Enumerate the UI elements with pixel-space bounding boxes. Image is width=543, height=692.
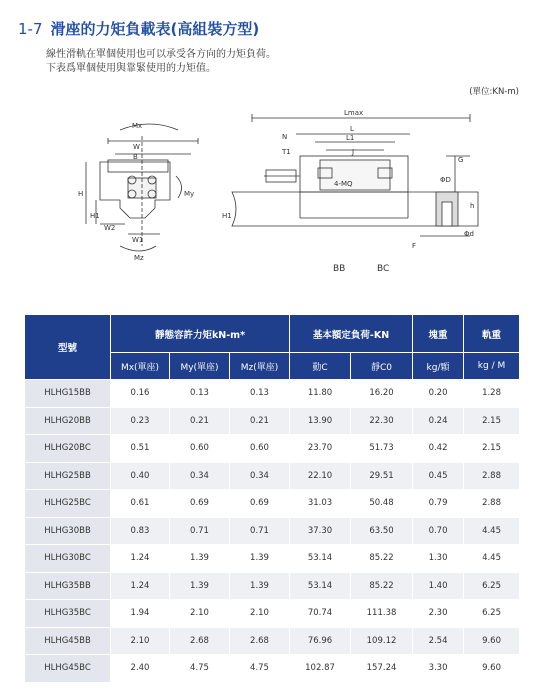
cell: 6.25 <box>464 572 520 600</box>
table-row <box>25 435 520 463</box>
cell: 0.61 <box>111 490 170 518</box>
label-f: F <box>412 242 417 250</box>
table-header-row <box>25 315 520 353</box>
cell: 11.80 <box>290 380 351 408</box>
description-line-1: 線性滑軌在單個使用也可以承受各方向的力矩負荷。 <box>46 49 276 60</box>
cell: 53.14 <box>290 572 351 600</box>
label-j: J <box>352 148 355 156</box>
cell: 9.60 <box>464 655 520 683</box>
subcol-kg-per-m: kg / M <box>464 353 520 380</box>
cell-model: HLHG15BB <box>25 380 111 408</box>
label-mx: Mx <box>132 122 143 130</box>
cell: 2.15 <box>464 435 520 463</box>
cell: 0.83 <box>111 517 170 545</box>
label-h-small: h <box>470 202 475 210</box>
table-row <box>25 627 520 655</box>
cell: 0.13 <box>170 380 230 408</box>
cell: 53.14 <box>290 545 351 573</box>
label-mz: Mz <box>134 254 144 262</box>
cell: 22.30 <box>351 407 413 435</box>
label-w2: W2 <box>104 224 116 232</box>
description-line-2: 下表爲單個使用與靠緊使用的力矩值。 <box>46 63 216 74</box>
label-phi-d-upper: ΦD <box>440 176 451 184</box>
table-body <box>25 380 520 683</box>
cell: 2.30 <box>413 600 464 628</box>
cell: 0.69 <box>170 490 230 518</box>
subcol-mz: Mz(單座) <box>230 353 290 380</box>
table-row <box>25 462 520 490</box>
label-h: H <box>78 190 84 198</box>
cell: 0.60 <box>230 435 290 463</box>
cell: 85.22 <box>351 545 413 573</box>
cell: 31.03 <box>290 490 351 518</box>
cell: 4.75 <box>170 655 230 683</box>
cell: 1.94 <box>111 600 170 628</box>
cell: 0.79 <box>413 490 464 518</box>
cell-model: HLHG30BB <box>25 517 111 545</box>
cell: 1.39 <box>170 572 230 600</box>
cell: 13.90 <box>290 407 351 435</box>
table-row <box>25 380 520 408</box>
cell: 4.45 <box>464 517 520 545</box>
moment-load-table <box>24 314 520 683</box>
cell-model: HLHG45BC <box>25 655 111 683</box>
label-l: L <box>350 125 354 133</box>
col-block-weight: 塊重 <box>413 315 464 353</box>
cell: 0.70 <box>413 517 464 545</box>
subcol-static-c0: 靜C0 <box>351 353 413 380</box>
table-row <box>25 655 520 683</box>
cell-model: HLHG35BB <box>25 572 111 600</box>
cell: 0.40 <box>111 462 170 490</box>
cell: 76.96 <box>290 627 351 655</box>
cell: 0.69 <box>230 490 290 518</box>
cell: 2.40 <box>111 655 170 683</box>
cell: 1.39 <box>230 572 290 600</box>
cell: 29.51 <box>351 462 413 490</box>
subcol-kg-per-block: kg/顆 <box>413 353 464 380</box>
caption-bc: BC <box>377 264 390 274</box>
cell: 0.20 <box>413 380 464 408</box>
cell: 2.88 <box>464 490 520 518</box>
section-number: 1-7 <box>18 20 43 38</box>
cell: 0.21 <box>170 407 230 435</box>
cell: 16.20 <box>351 380 413 408</box>
caption-bb: BB <box>333 264 346 274</box>
unit-note: (單位:KN-m) <box>469 87 519 97</box>
cell: 1.39 <box>170 545 230 573</box>
table-row <box>25 600 520 628</box>
cell: 22.10 <box>290 462 351 490</box>
cell: 50.48 <box>351 490 413 518</box>
cell: 109.12 <box>351 627 413 655</box>
cell: 111.38 <box>351 600 413 628</box>
cell: 23.70 <box>290 435 351 463</box>
label-w: W <box>133 143 140 151</box>
cell-model: HLHG25BB <box>25 462 111 490</box>
cell: 1.39 <box>230 545 290 573</box>
cell-model: HLHG45BB <box>25 627 111 655</box>
cell: 1.24 <box>111 545 170 573</box>
label-h1-right: H1 <box>222 212 232 220</box>
right-view-labels <box>222 109 474 250</box>
cell: 6.25 <box>464 600 520 628</box>
cell: 1.40 <box>413 572 464 600</box>
subcol-my: My(單座) <box>170 353 230 380</box>
cell: 9.60 <box>464 627 520 655</box>
label-g: G <box>458 156 464 164</box>
cell: 2.10 <box>170 600 230 628</box>
cell: 85.22 <box>351 572 413 600</box>
cell: 0.13 <box>230 380 290 408</box>
col-model: 型號 <box>25 315 111 380</box>
cell: 2.68 <box>170 627 230 655</box>
cell: 157.24 <box>351 655 413 683</box>
cell: 2.10 <box>111 627 170 655</box>
label-my: My <box>184 190 195 198</box>
cell: 0.71 <box>230 517 290 545</box>
page-title <box>18 18 259 39</box>
cell-model: HLHG25BC <box>25 490 111 518</box>
right-view <box>232 114 478 236</box>
left-view <box>86 124 198 251</box>
cell: 0.34 <box>170 462 230 490</box>
cell: 2.10 <box>230 600 290 628</box>
col-basic-load: 基本額定負荷-KN <box>290 315 413 353</box>
description <box>46 48 276 76</box>
label-t1: T1 <box>282 148 291 156</box>
cell: 1.28 <box>464 380 520 408</box>
subcol-mx: Mx(單座) <box>111 353 170 380</box>
label-b: B <box>133 153 138 161</box>
cell: 1.24 <box>111 572 170 600</box>
cell: 3.30 <box>413 655 464 683</box>
cell-model: HLHG20BC <box>25 435 111 463</box>
cell: 51.73 <box>351 435 413 463</box>
section-title: 滑座的力矩負載表(高組裝方型) <box>50 20 260 38</box>
cell: 70.74 <box>290 600 351 628</box>
cell: 0.60 <box>170 435 230 463</box>
table-row <box>25 407 520 435</box>
cell: 0.16 <box>111 380 170 408</box>
label-4mq: 4-MQ <box>334 180 353 188</box>
cell: 0.23 <box>111 407 170 435</box>
cell: 37.30 <box>290 517 351 545</box>
label-lmax: Lmax <box>344 109 364 117</box>
cell: 2.88 <box>464 462 520 490</box>
cell-model: HLHG20BB <box>25 407 111 435</box>
label-l1: L1 <box>346 134 355 142</box>
cell: 0.51 <box>111 435 170 463</box>
cell-model: HLHG30BC <box>25 545 111 573</box>
cell: 2.54 <box>413 627 464 655</box>
cell: 0.21 <box>230 407 290 435</box>
table-row <box>25 572 520 600</box>
cell: 4.45 <box>464 545 520 573</box>
cell: 1.30 <box>413 545 464 573</box>
label-h1: H1 <box>90 212 100 220</box>
col-rail-weight: 軌重 <box>464 315 520 353</box>
table-row <box>25 490 520 518</box>
cell: 4.75 <box>230 655 290 683</box>
table-row <box>25 545 520 573</box>
table-row <box>25 517 520 545</box>
col-static-moment: 靜態容許力矩kN-m* <box>111 315 290 353</box>
label-phi-d-lower: Φd <box>464 230 474 238</box>
cell: 63.50 <box>351 517 413 545</box>
cell: 0.42 <box>413 435 464 463</box>
subcol-dynamic-c: 動C <box>290 353 351 380</box>
cell: 0.45 <box>413 462 464 490</box>
cell: 2.15 <box>464 407 520 435</box>
cell: 2.68 <box>230 627 290 655</box>
cell: 0.34 <box>230 462 290 490</box>
label-n: N <box>282 133 288 141</box>
cell: 0.71 <box>170 517 230 545</box>
technical-drawing <box>0 96 543 286</box>
cell: 0.24 <box>413 407 464 435</box>
label-w1: W1 <box>132 236 144 244</box>
cell: 102.87 <box>290 655 351 683</box>
cell-model: HLHG35BC <box>25 600 111 628</box>
